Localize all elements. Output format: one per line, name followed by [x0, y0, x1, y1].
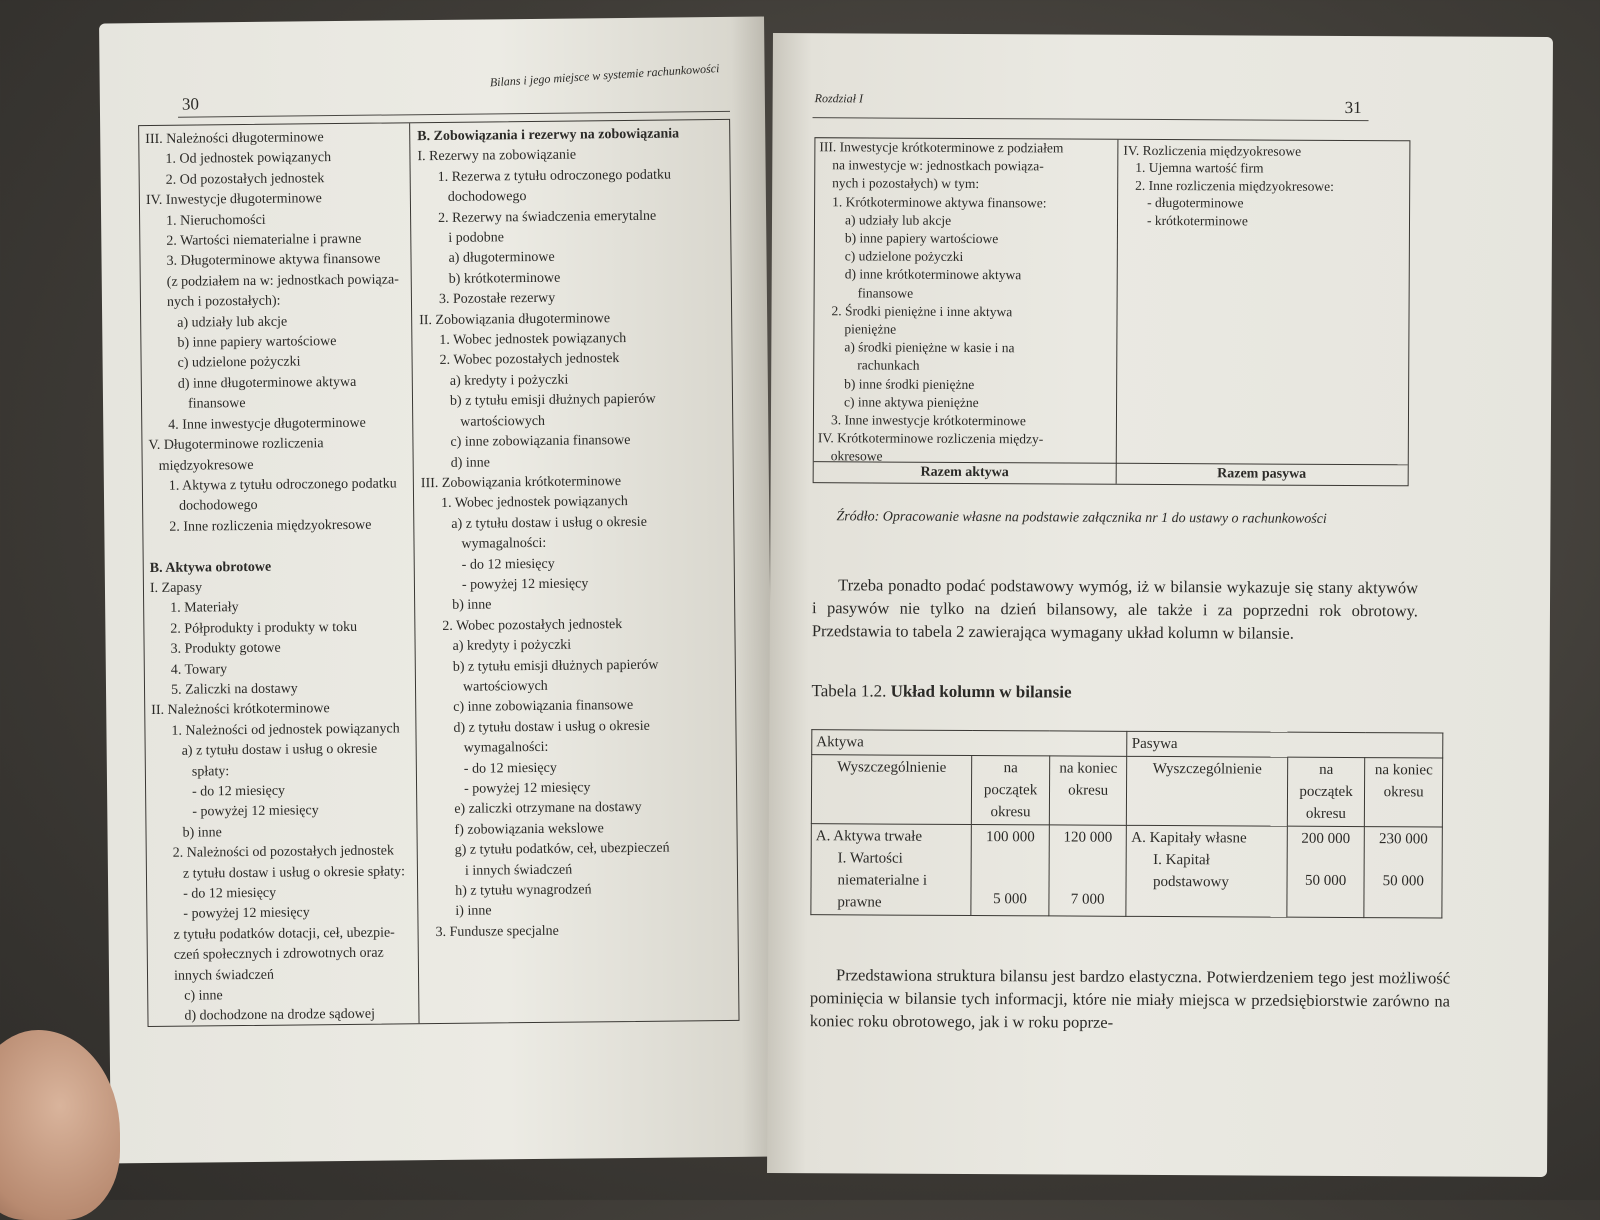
row2-right-start: 50 000	[1304, 872, 1347, 889]
col-start-header: na początek okresu	[972, 756, 1050, 825]
row1-right-label: A. Kapitały własne	[1131, 829, 1247, 847]
outline-line: 1. Materiały	[170, 600, 239, 617]
col-end-header: na koniec okresu	[1365, 758, 1443, 827]
outline-line: i) inne	[455, 903, 492, 920]
outline-line: 1. Nieruchomości	[166, 212, 266, 229]
outline-line: 3. Produkty gotowe	[170, 640, 281, 657]
col-start-header: na początek okresu	[1287, 757, 1365, 826]
thumb	[0, 1030, 120, 1220]
paragraph-2: Przedstawiona struktura bilansu jest bardzo elastyczna. Potwierdzeniem tego jest możliwość pominięcia w bilansie tych informacji, które nie miały miejsca w przedsiębiorstwie zarówno na koniec roku obrotowego, jak i w roku poprze-	[809, 965, 1451, 1032]
outline-line: a) udziały lub akcje	[177, 314, 288, 331]
outline-line: z tytułu podatków dotacji, ceł, ubezpie-	[173, 925, 395, 943]
outline-line: 1. Wobec jednostek powiązanych	[439, 331, 627, 349]
table-caption-prefix: Tabela 1.2.	[811, 681, 887, 701]
outline-line: 1. Krótkoterminowe aktywa finansowe:	[832, 193, 1047, 211]
outline-line: a) kredyty i pożyczki	[449, 372, 569, 389]
left-page	[99, 17, 776, 1164]
outline-line: a) z tytułu dostaw i usług o okresie	[181, 741, 378, 759]
outline-line: IV. Krótkoterminowe rozliczenia między-	[817, 430, 1044, 447]
outline-line: d) dochodzone na drodze sądowej	[184, 1007, 376, 1025]
row1-left-end: 120 000	[1063, 829, 1113, 846]
outline-line: d) z tytułu dostaw i usług o okresie	[453, 718, 650, 736]
table-caption-title: Układ kolumn w bilansie	[890, 681, 1072, 702]
table-cell	[1364, 827, 1442, 918]
page-number: 30	[181, 94, 199, 114]
outline-line: 2. Rezerwy na świadczenia emerytalne	[438, 208, 657, 226]
outline-line: z tytułu dostaw i usług o okresie spłaty:	[182, 863, 406, 882]
row2-left-end: 7 000	[1070, 891, 1105, 908]
assets-column	[145, 127, 414, 1026]
outline-line: 2. Wobec pozostałych jednostek	[442, 616, 623, 634]
outline-line: - do 12 miesięcy	[192, 783, 286, 800]
outline-line: V. Długoterminowe rozliczenia	[148, 436, 324, 454]
outline-line: 2. Należności od pozostałych jednostek	[172, 843, 395, 862]
outline-line: a) długoterminowe	[448, 250, 555, 267]
liabilities-column	[1122, 142, 1408, 485]
row2-left-label: I. Wartości niematerialne i prawne	[837, 850, 928, 911]
outline-line: 1. Ujemna wartość firm	[1135, 160, 1264, 176]
outline-line: c) udzielone pożyczki	[177, 354, 301, 372]
running-title: Bilans i jego miejsce w systemie rachunkowości	[489, 61, 720, 90]
outline-line: spłaty:	[191, 763, 230, 780]
balance-sheet-table	[138, 119, 739, 1027]
outline-line: 4. Inne inwestycje długoterminowe	[168, 415, 366, 433]
col-spec-header: Wyszczególnienie	[811, 755, 972, 825]
outline-line: wymagalności:	[463, 740, 549, 756]
outline-line: IV. Inwestycje długoterminowe	[145, 191, 322, 209]
columns-layout-table	[810, 729, 1443, 918]
outline-line: okresowe	[830, 448, 883, 464]
assets-column	[818, 138, 1116, 484]
outline-line: f) zobowiązania wekslowe	[454, 821, 604, 838]
outline-line: 2. Wobec pozostałych jednostek	[439, 351, 620, 369]
outline-line: I. Zapasy	[149, 580, 203, 596]
balance-sheet-table-continued	[813, 137, 1411, 486]
outline-line: na inwestycje w: jednostkach powiąza-	[832, 157, 1044, 174]
outline-line: innych świadczeń	[173, 967, 275, 984]
table-cell	[1126, 825, 1287, 917]
outline-line: II. Zobowiązania długoterminowe	[419, 310, 611, 328]
outline-line: 1. Należności od jednostek powiązanych	[171, 721, 400, 739]
outline-line: 2. Inne rozliczenia międzyokresowe	[169, 517, 372, 535]
outline-line: 5. Zaliczki na dostawy	[170, 681, 298, 698]
outline-line: c) inne aktywa pieniężne	[844, 394, 979, 410]
table-cell	[971, 825, 1049, 916]
outline-line: a) środki pieniężne w kasie i na	[844, 339, 1015, 356]
outline-line: II. Należności krótkoterminowe	[151, 701, 330, 719]
liabilities-column	[417, 124, 734, 1023]
outline-line: B. Aktywa obrotowe	[149, 559, 272, 576]
table-caption	[811, 681, 1071, 702]
outline-line: 3. Długoterminowe aktywa finansowe	[166, 252, 381, 270]
outline-line: nych i pozostałych) w tym:	[832, 175, 980, 192]
outline-line: h) z tytułu wynagrodzeń	[455, 882, 592, 899]
row2-right-label: I. Kapitał podstawowy	[1152, 851, 1229, 891]
outline-line: a) z tytułu dostaw i usług o okresie	[451, 514, 647, 532]
outline-line: czeń społecznych i zdrowotnych oraz	[173, 945, 384, 964]
outline-line: g) z tytułu podatków, ceł, ubezpieczeń	[454, 840, 670, 859]
page-number: 31	[1344, 97, 1362, 118]
outline-line: b) inne środki pieniężne	[844, 375, 975, 392]
table-cell	[1287, 826, 1365, 917]
outline-line: III. Należności długoterminowe	[145, 130, 324, 148]
outline-line: 1. Wobec jednostek powiązanych	[441, 494, 628, 512]
outline-line: dochodowego	[179, 498, 258, 515]
outline-line: d) inne długoterminowe aktywa	[177, 374, 357, 392]
outline-line: finansowe	[857, 285, 914, 301]
outline-line	[149, 535, 409, 558]
column-divider	[1116, 140, 1119, 484]
outline-line: - powyżej 12 miesięcy	[192, 803, 319, 820]
source-note: Źródło: Opracowanie własne na podstawie załącznika nr 1 do ustawy o rachunkowości	[836, 509, 1327, 527]
row2-left-start: 5 000	[993, 891, 1027, 908]
outline-line: 2. Inne rozliczenia międzyokresowe:	[1135, 177, 1334, 194]
outline-line: b) krótkoterminowe	[448, 270, 561, 287]
outline-line: III. Inwestycje krótkoterminowe z podziałem	[819, 139, 1064, 156]
outline-line: i podobne	[448, 230, 505, 246]
outline-line: - powyżej 12 miesięcy	[464, 780, 591, 797]
outline-line: 2. Wartości niematerialne i prawne	[166, 231, 362, 249]
outline-line: b) z tytułu emisji dłużnych papierów	[452, 657, 659, 675]
outline-line: 1. Aktywa z tytułu odroczonego podatku	[168, 476, 397, 494]
outline-line: 3. Pozostałe rezerwy	[438, 291, 556, 308]
header-rule	[813, 117, 1369, 121]
outline-line: a) kredyty i pożyczki	[452, 637, 572, 655]
row2-right-end: 50 000	[1382, 873, 1424, 890]
outline-line: dochodowego	[447, 189, 527, 206]
outline-line: - do 12 miesięcy	[183, 885, 277, 902]
outline-line: b) inne papiery wartościowe	[844, 230, 999, 247]
header-rule	[178, 111, 730, 118]
chapter-title: Rozdział I	[814, 91, 864, 106]
outline-line: B. Zobowiązania i rezerwy na zobowiązania	[417, 126, 680, 145]
row1-right-end: 230 000	[1379, 831, 1428, 848]
outline-line: międzyokresowe	[158, 457, 254, 474]
outline-line: - powyżej 12 miesięcy	[183, 905, 310, 923]
outline-line: - do 12 miesięcy	[463, 760, 557, 777]
outline-line: 1. Rezerwa z tytułu odroczonego podatku	[437, 167, 672, 185]
table-cell	[811, 824, 972, 916]
outline-line: wartościowych	[460, 413, 546, 430]
row1-left-label: A. Aktywa trwałe	[815, 828, 923, 845]
outline-line: pieniężne	[844, 321, 897, 337]
row1-right-start: 200 000	[1301, 830, 1351, 847]
outline-line: - powyżej 12 miesięcy	[461, 576, 589, 593]
outline-line: wartościowych	[462, 678, 548, 695]
outline-line: b) z tytułu emisji dłużnych papierów	[449, 391, 656, 410]
outline-line: 2. Środki pieniężne i inne aktywa	[831, 303, 1013, 320]
table-cell	[1049, 825, 1127, 916]
outline-line: III. Zobowiązania krótkoterminowe	[420, 473, 622, 492]
total-assets-label: Razem aktywa	[920, 464, 1009, 481]
right-page	[767, 33, 1553, 1177]
outline-line: 2. Od pozostałych jednostek	[165, 170, 325, 188]
outline-line: d) inne krótkoterminowe aktywa	[844, 266, 1022, 283]
col-spec-header: Wyszczególnienie	[1127, 756, 1288, 826]
outline-line: 2. Półprodukty i produkty w toku	[170, 619, 358, 637]
outline-line: wymagalności:	[461, 535, 547, 552]
outline-line: 3. Inne inwestycje krótkoterminowe	[830, 412, 1026, 429]
pasywa-header: Pasywa	[1127, 731, 1443, 758]
outline-line: finansowe	[187, 396, 246, 412]
outline-line: d) inne	[450, 454, 491, 471]
row1-left-start: 100 000	[985, 829, 1035, 846]
total-liabilities-label: Razem pasywa	[1217, 466, 1307, 482]
aktywa-header: Aktywa	[812, 730, 1128, 757]
outline-line: I. Rezerwy na zobowiązanie	[417, 147, 577, 165]
outline-line: i innych świadczeń	[464, 862, 573, 879]
outline-line: nych i pozostałych):	[166, 293, 281, 311]
outline-line: c) inne	[184, 988, 223, 1004]
outline-line: e) zaliczki otrzymane na dostawy	[454, 800, 642, 818]
outline-line: - do 12 miesięcy	[461, 556, 555, 573]
outline-line: b) inne	[452, 597, 492, 614]
outline-line: c) udzielone pożyczki	[844, 248, 964, 265]
col-end-header: na koniec okresu	[1049, 756, 1127, 825]
outline-line: (z podziałem na w: jednostkach powiąza-	[166, 272, 399, 290]
outline-line: - krótkoterminowe	[1146, 212, 1248, 229]
outline-line: 3. Fundusze specjalne	[435, 923, 559, 940]
paragraph-1: Trzeba ponadto podać podstawowy wymóg, iż w bilansie wykazuje się stany aktywów i pasywów nie tylko na dzień bilansowy, ale także i za poprzedni rok obrotowy. Przedstawia to tabela 2 zawierająca wymagany układ kolumn w bilansie.	[811, 575, 1419, 643]
outline-line: IV. Rozliczenia międzyokresowe	[1123, 142, 1302, 159]
outline-line: 4. Towary	[170, 661, 228, 678]
outline-line: b) inne	[182, 825, 222, 841]
outline-line: c) inne zobowiązania finansowe	[450, 433, 631, 450]
outline-line: - długoterminowe	[1147, 195, 1244, 211]
outline-line: a) udziały lub akcje	[844, 212, 952, 228]
outline-line: b) inne papiery wartościowe	[177, 334, 337, 351]
outline-line: c) inne zobowiązania finansowe	[453, 698, 634, 716]
outline-line: 1. Od jednostek powiązanych	[165, 150, 332, 168]
outline-line: rachunkach	[857, 357, 920, 374]
